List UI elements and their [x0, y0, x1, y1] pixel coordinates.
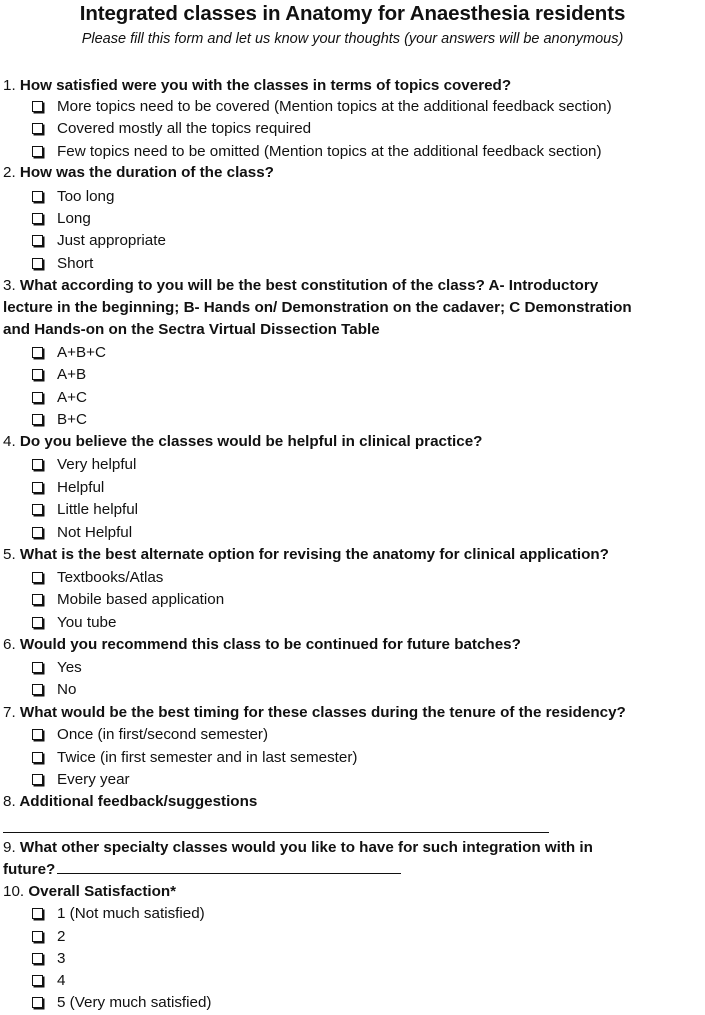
option-label: Helpful	[57, 479, 105, 496]
option-q10-5[interactable]	[32, 994, 211, 1011]
option-q1-2[interactable]	[32, 120, 311, 137]
option-q2-3[interactable]	[32, 232, 166, 249]
checkbox[interactable]	[32, 953, 43, 964]
option-q5-1[interactable]	[32, 569, 163, 586]
question-text: What would be the best timing for these classes during the tenure of the residency?	[19, 704, 626, 721]
option-q7-1[interactable]	[32, 726, 268, 743]
checkbox[interactable]	[32, 392, 43, 403]
question-text-line-3: and Hands-on on the Sectra Virtual Dissection Table	[3, 321, 380, 338]
checkbox[interactable]	[32, 729, 43, 740]
feedback-answer-line[interactable]	[3, 832, 549, 833]
question-number: 3.	[3, 277, 16, 294]
question-5	[3, 546, 609, 563]
option-q3-3[interactable]	[32, 389, 87, 406]
option-label: Every year	[57, 771, 130, 788]
checkbox[interactable]	[32, 146, 43, 157]
option-label: Twice (in first semester and in last semester)	[57, 749, 358, 766]
question-9-line-2	[3, 861, 401, 878]
option-label: 2	[57, 928, 66, 945]
question-text: What is the best alternate option for revising the anatomy for clinical application?	[19, 546, 609, 563]
question-text-line-2: lecture in the beginning; B- Hands on/ Demonstration on the cadaver; C Demonstration	[3, 299, 632, 316]
option-q2-4[interactable]	[32, 255, 93, 272]
option-label: A+C	[57, 389, 87, 406]
option-q5-3[interactable]	[32, 614, 116, 631]
option-label: A+B	[57, 366, 87, 383]
option-label: Little helpful	[57, 501, 139, 518]
option-q4-1[interactable]	[32, 456, 136, 473]
checkbox[interactable]	[32, 101, 43, 112]
checkbox[interactable]	[32, 752, 43, 763]
question-text-line-2: future?	[3, 861, 56, 878]
option-label: No	[57, 681, 77, 698]
specialty-answer-line[interactable]	[57, 861, 401, 874]
question-number: 8.	[3, 793, 16, 810]
checkbox[interactable]	[32, 997, 43, 1008]
question-number: 7.	[3, 704, 16, 721]
question-number: 5.	[3, 546, 16, 563]
option-q10-4[interactable]	[32, 972, 65, 989]
checkbox[interactable]	[32, 975, 43, 986]
checkbox[interactable]	[32, 347, 43, 358]
option-q2-1[interactable]	[32, 188, 114, 205]
checkbox[interactable]	[32, 235, 43, 246]
checkbox[interactable]	[32, 594, 43, 605]
option-q2-2[interactable]	[32, 210, 91, 227]
question-text: Additional feedback/suggestions	[19, 793, 258, 810]
option-label: A+B+C	[57, 344, 106, 361]
option-q4-3[interactable]	[32, 501, 138, 518]
option-q10-1[interactable]	[32, 905, 205, 922]
option-label: Very helpful	[57, 456, 137, 473]
checkbox[interactable]	[32, 482, 43, 493]
question-text-line-1: What other specialty classes would you like to have for such integration with in	[19, 839, 593, 856]
question-text-line-1: What according to you will be the best constitution of the class? A- Introductory	[19, 277, 599, 294]
question-text: How satisfied were you with the classes in terms of topics covered?	[19, 77, 512, 94]
question-1	[3, 77, 511, 94]
checkbox[interactable]	[32, 572, 43, 583]
question-text: Do you believe the classes would be helpful in clinical practice?	[19, 433, 483, 450]
option-label: Covered mostly all the topics required	[57, 120, 312, 137]
option-label: More topics need to be covered (Mention topics at the additional feedback section)	[57, 98, 612, 115]
question-3	[3, 277, 598, 294]
checkbox[interactable]	[32, 931, 43, 942]
form-subtitle: Please fill this form and let us know your thoughts (your answers will be anonymous)	[81, 31, 624, 47]
checkbox[interactable]	[32, 414, 43, 425]
checkbox[interactable]	[32, 191, 43, 202]
question-number: 10.	[3, 883, 25, 900]
option-label: Not Helpful	[57, 524, 133, 541]
checkbox[interactable]	[32, 213, 43, 224]
option-q3-1[interactable]	[32, 344, 106, 361]
option-label: B+C	[57, 411, 87, 428]
option-label: Mobile based application	[57, 591, 225, 608]
question-text: How was the duration of the class?	[19, 164, 274, 181]
option-label: 5 (Very much satisfied)	[57, 994, 212, 1011]
question-9	[3, 839, 593, 856]
checkbox[interactable]	[32, 369, 43, 380]
checkbox[interactable]	[32, 258, 43, 269]
option-q10-2[interactable]	[32, 928, 65, 945]
option-label: Few topics need to be omitted (Mention topics at the additional feedback section)	[57, 143, 602, 160]
checkbox[interactable]	[32, 459, 43, 470]
question-2	[3, 164, 274, 181]
option-label: Short	[57, 255, 94, 272]
checkbox[interactable]	[32, 908, 43, 919]
option-label: Textbooks/Atlas	[57, 569, 164, 586]
checkbox[interactable]	[32, 684, 43, 695]
option-label: Too long	[57, 188, 115, 205]
checkbox[interactable]	[32, 527, 43, 538]
option-label: Yes	[57, 659, 82, 676]
question-6	[3, 636, 521, 653]
checkbox[interactable]	[32, 617, 43, 628]
question-4	[3, 433, 482, 450]
question-10	[3, 883, 176, 900]
question-8	[3, 793, 257, 810]
question-number: 6.	[3, 636, 16, 653]
option-q5-2[interactable]	[32, 591, 224, 608]
option-q6-1[interactable]	[32, 659, 82, 676]
option-label: Once (in first/second semester)	[57, 726, 269, 743]
option-label: 4	[57, 972, 66, 989]
option-label: 3	[57, 950, 66, 967]
question-text: Overall Satisfaction*	[28, 883, 177, 900]
option-q4-4[interactable]	[32, 524, 132, 541]
question-number: 1.	[3, 77, 16, 94]
question-7	[3, 704, 626, 721]
option-q3-2[interactable]	[32, 366, 86, 383]
option-label: Long	[57, 210, 91, 227]
checkbox[interactable]	[32, 774, 43, 785]
option-q6-2[interactable]	[32, 681, 76, 698]
option-label: You tube	[57, 614, 117, 631]
question-text: Would you recommend this class to be continued for future batches?	[19, 636, 521, 653]
option-label: Just appropriate	[57, 232, 166, 249]
option-q7-3[interactable]	[32, 771, 130, 788]
question-number: 4.	[3, 433, 16, 450]
option-q10-3[interactable]	[32, 950, 65, 967]
option-q1-3[interactable]	[32, 143, 602, 160]
option-label: 1 (Not much satisfied)	[57, 905, 205, 922]
checkbox[interactable]	[32, 123, 43, 134]
option-q1-1[interactable]	[32, 98, 612, 115]
option-q7-2[interactable]	[32, 749, 357, 766]
form-title: Integrated classes in Anatomy for Anaesthesia residents	[79, 2, 626, 25]
checkbox[interactable]	[32, 662, 43, 673]
option-q4-2[interactable]	[32, 479, 104, 496]
checkbox[interactable]	[32, 504, 43, 515]
question-number: 2.	[3, 164, 16, 181]
option-q3-4[interactable]	[32, 411, 87, 428]
question-number: 9.	[3, 839, 16, 856]
